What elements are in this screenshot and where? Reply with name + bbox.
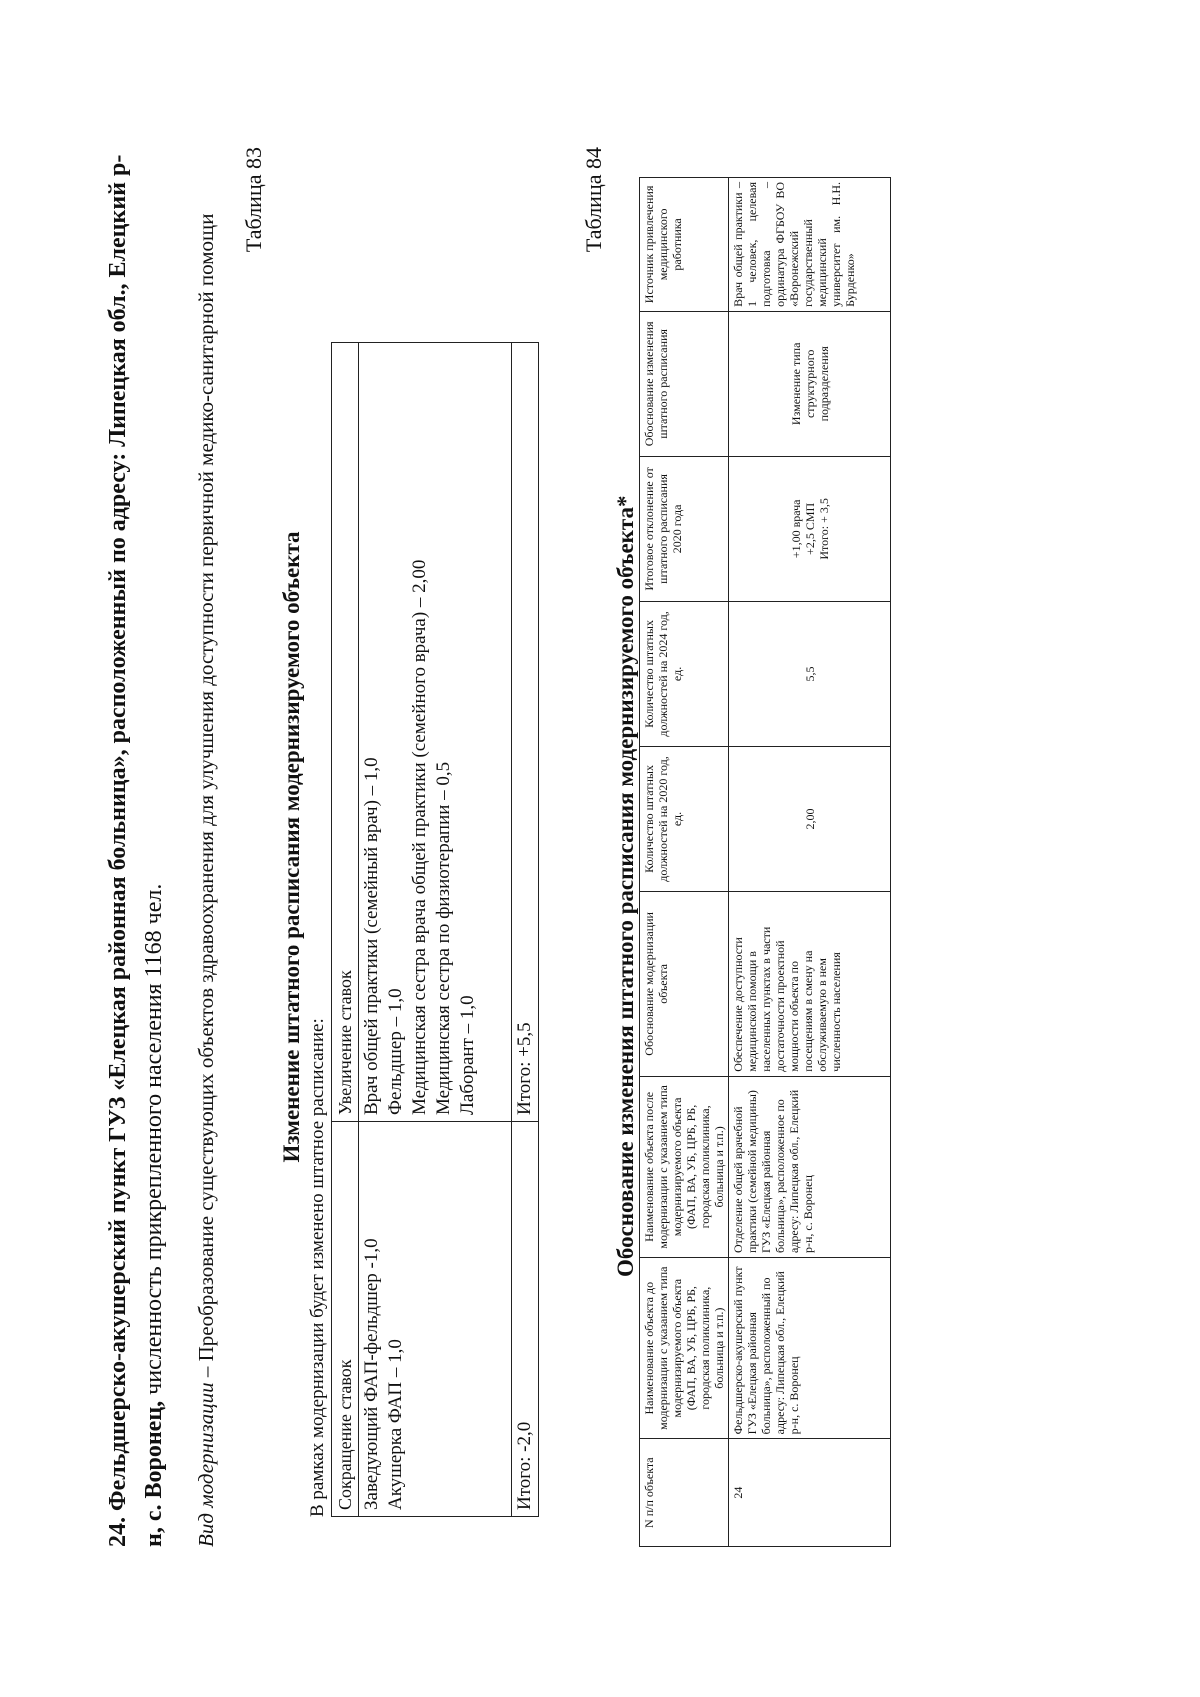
table84-header-cell: Обоснование изменения штатного расписания bbox=[640, 311, 729, 456]
table84-header-cell: Итоговое отклонение от штатного расписания 2020 года bbox=[640, 456, 729, 601]
table84-cell-deviation bbox=[729, 456, 891, 601]
table83-total-increase: Итого: +5,5 bbox=[512, 343, 539, 1122]
table83-body-row bbox=[359, 343, 512, 1517]
modernization-type-text: – Преобразование существующих объектов здравоохранения для улучшения доступности первичной медико-санитарной помощи bbox=[194, 213, 218, 1383]
table83-reduction-item: Акушерка ФАП – 1,0 bbox=[385, 1339, 406, 1510]
modernization-type bbox=[190, 147, 223, 1547]
table84-header-cell: Источник привлечения медицинского работника bbox=[640, 178, 729, 312]
table83-intro: В рамках модернизации будет изменено штатное расписание: bbox=[307, 1018, 328, 1517]
table84-header-cell: Количество штатных должностей на 2020 год, ед. bbox=[640, 746, 729, 891]
table84-cell-count-2020: 2,00 bbox=[729, 746, 891, 891]
table83-increase-item: Врач общей практики (семейный врач) – 1,0 bbox=[361, 757, 382, 1115]
table83-header-increase: Увеличение ставок bbox=[332, 343, 359, 1122]
table84-data-row bbox=[729, 178, 891, 1547]
table83-increase-item: Медицинская сестра по физиотерапии – 0,5 bbox=[433, 761, 454, 1115]
table83-total-reduction: Итого: -2,0 bbox=[512, 1122, 539, 1517]
table83-total-row bbox=[512, 343, 539, 1517]
table84-header-cell: Количество штатных должностей на 2024 год, ед. bbox=[640, 601, 729, 746]
section-heading-bold: 24. Фельдшерско-акушерский пункт ГУЗ «Елецкая районная больница», расположенный по адресу: Липецкая обл., Елецкий р-н, с. Воронец, bbox=[105, 154, 167, 1547]
table84-cell-staff-reason: Изменение типа структурного подразделения bbox=[729, 311, 891, 456]
table83 bbox=[331, 342, 539, 1517]
table84-deviation-line: Итого: + 3,5 bbox=[816, 498, 831, 560]
table84-cell-after: Отделение общей врачебной практики (семейной медицины) ГУЗ «Елецкая районная больница», расположенное по адресу: Липецкая обл., Елецкий р-н, с. Воронец bbox=[729, 1076, 891, 1257]
section-heading bbox=[100, 147, 172, 1547]
table84-title: Обоснование изменения штатного расписания модернизируемого объекта* bbox=[613, 495, 638, 1277]
table83-title: Изменение штатного расписания модернизируемого объекта bbox=[279, 531, 304, 1163]
table84-header-row bbox=[640, 178, 729, 1547]
table83-increase-item: Медицинская сестра врача общей практики (семейного врача) – 2,00 bbox=[409, 559, 430, 1115]
table84-cell-number: 24 bbox=[729, 1439, 891, 1547]
table83-increase-item: Фельдшер – 1,0 bbox=[385, 988, 406, 1115]
table84-cell-source: Врач общей практики – 1 человек, целевая подготовка – ординатура ФГБОУ ВО «Воронежский государственный медицинский университет им. Н.Н. Бурденко» bbox=[729, 178, 891, 312]
table83-header-reduction: Сокращение ставок bbox=[332, 1122, 359, 1517]
table83-increase-cell bbox=[359, 343, 512, 1122]
table84-deviation-line: +1,00 врача bbox=[788, 499, 803, 559]
table84-header-cell: N п/п объекта bbox=[640, 1439, 729, 1547]
table83-reduction-cell bbox=[359, 1122, 512, 1517]
section-heading-population: численность прикрепленного населения 1168 чел. bbox=[141, 883, 167, 1401]
table83-label: Таблица 83 bbox=[241, 147, 266, 253]
table84-label: Таблица 84 bbox=[581, 147, 606, 253]
table83-header-row bbox=[332, 343, 359, 1517]
table84-deviation-line: +2,5 СМП bbox=[802, 502, 817, 555]
table83-reduction-item: Заведующий ФАП-фельдшер -1,0 bbox=[361, 1238, 382, 1510]
table84 bbox=[639, 177, 891, 1547]
table84-cell-count-2024: 5,5 bbox=[729, 601, 891, 746]
modernization-type-label: Вид модернизации bbox=[194, 1382, 218, 1547]
table84-header-cell: Наименование объекта до модернизации с указанием типа модернизируемого объекта (ФАП, ВА, УБ, ЦРБ, РБ, городская поликлиника, больница и т.п.) bbox=[640, 1258, 729, 1439]
table84-header-cell: Наименование объекта после модернизации с указанием типа модернизируемого объекта (ФАП, ВА, УБ, ЦРБ, РБ, городская поликлиника, больница и т.п.) bbox=[640, 1076, 729, 1257]
table83-increase-item: Лаборант – 1,0 bbox=[457, 995, 478, 1115]
document-content bbox=[100, 147, 891, 1547]
table84-cell-reason: Обеспечение доступности медицинской помощи в населенных пунктах в части достаточности проектной мощности объекта по посещениям в смену на обслуживаемую в нем численность населения bbox=[729, 892, 891, 1077]
table84-header-cell: Обоснование модернизации объекта bbox=[640, 892, 729, 1077]
table84-cell-before: Фельдшерско-акушерский пункт ГУЗ «Елецкая районная больница», расположенный по адресу: Липецкая обл., Елецкий р-н, с. Воронец bbox=[729, 1258, 891, 1439]
